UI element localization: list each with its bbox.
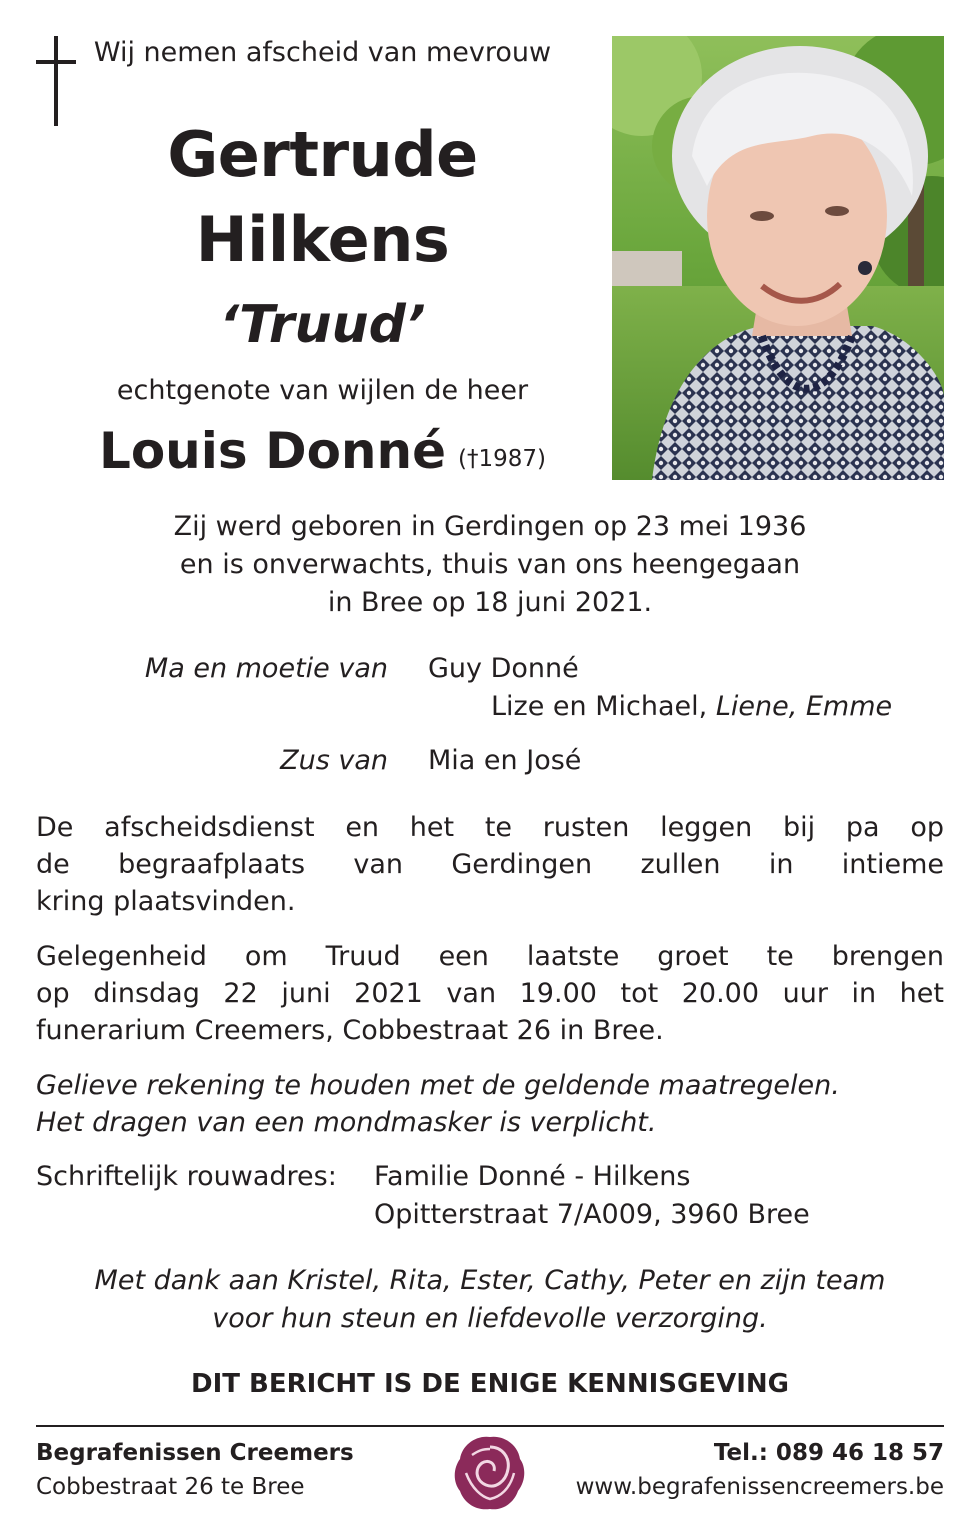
relation-value-son: Guy Donné — [428, 653, 579, 684]
service-paragraph — [36, 809, 944, 920]
measures-line-2: Het dragen van een mondmasker is verplicht. — [36, 1107, 657, 1138]
spouse-intro: echtgenote van wijlen de heer — [116, 375, 529, 406]
measures-paragraph — [36, 1067, 944, 1141]
service-line-1: De afscheidsdienst en het te rusten leggen bij pa op — [36, 812, 944, 843]
deceased-first-name: Gertrude — [167, 118, 478, 191]
spouse-line — [60, 418, 585, 484]
funeral-home-name: Begrafenissen Creemers — [36, 1440, 354, 1466]
relation-label-mother: Ma en moetie van — [144, 653, 388, 684]
website-link[interactable]: www.begrafenissencreemers.be — [575, 1474, 944, 1500]
intro-text: Wij nemen afscheid van mevrouw — [93, 37, 552, 68]
service-line-3: kring plaatsvinden. — [36, 886, 296, 917]
birth-line-3: in Bree op 18 juni 2021. — [327, 587, 653, 618]
spouse-death-year: (†1987) — [458, 446, 547, 472]
rose-logo-icon — [452, 1433, 528, 1513]
sole-notice: DIT BERICHT IS DE ENIGE KENNISGEVING — [191, 1369, 789, 1399]
phone-number: Tel.: 089 46 18 57 — [713, 1440, 944, 1466]
relation-value-grandchildren — [491, 688, 892, 726]
birth-line-2: en is onverwachts, thuis van ons heengegaan — [179, 549, 801, 580]
visit-line-2: op dinsdag 22 juni 2021 van 19.00 tot 20.00 uur in het — [36, 978, 944, 1009]
birth-line-1: Zij werd geboren in Gerdingen op 23 mei 1936 — [173, 511, 807, 542]
spouse-name: Louis Donné — [98, 422, 447, 480]
address-line-2: Opitterstraat 7/A009, 3960 Bree — [374, 1199, 810, 1230]
grandchildren-names-italic: Liene, Emme — [715, 691, 893, 722]
address-line-1: Familie Donné - Hilkens — [374, 1161, 691, 1192]
thanks-line-2: voor hun steun en liefdevolle verzorging. — [212, 1303, 768, 1334]
birth-info — [0, 508, 980, 622]
service-line-2: de begraafplaats van Gerdingen zullen in intieme — [36, 849, 944, 880]
relation-label-sister: Zus van — [280, 745, 388, 776]
visitation-paragraph — [36, 938, 944, 1049]
grandchildren-names: Lize en Michael, — [491, 691, 708, 722]
relation-value-siblings: Mia en José — [428, 745, 582, 776]
visit-line-1: Gelegenheid om Truud een laatste groet te brengen — [36, 941, 944, 972]
measures-line-1: Gelieve rekening te houden met de geldende maatregelen. — [36, 1070, 840, 1101]
footer-divider — [36, 1425, 944, 1427]
address-label: Schriftelijk rouwadres: — [36, 1161, 337, 1192]
visit-line-3: funerarium Creemers, Cobbestraat 26 in Bree. — [36, 1015, 664, 1046]
portrait-photo — [612, 36, 944, 480]
deceased-last-name: Hilkens — [195, 203, 450, 276]
deceased-nickname: ‘Truud’ — [219, 295, 426, 355]
thanks-text — [0, 1262, 980, 1338]
funeral-home-address: Cobbestraat 26 te Bree — [36, 1474, 305, 1500]
thanks-line-1: Met dank aan Kristel, Rita, Ester, Cathy, Peter en zijn team — [94, 1265, 886, 1296]
